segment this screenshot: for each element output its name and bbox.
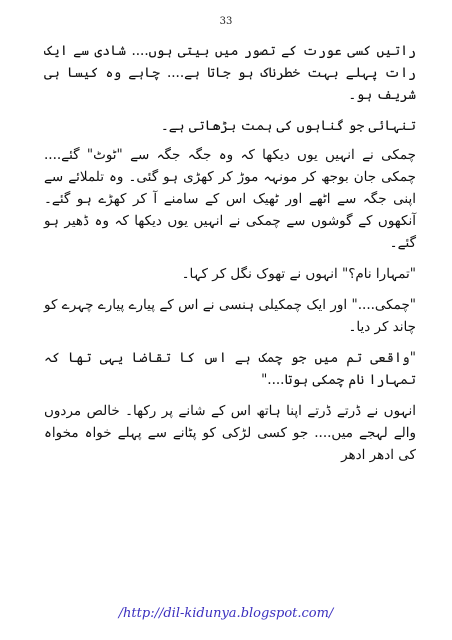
paragraph: راتیں کسی عورت کے تصور میں بیتی ہوں.... شادی سے ایک رات پہلے بہت خطرناک ہو جاتا ہے.... چاہے وہ کیسا ہی شریف ہو۔ [44,43,416,103]
paragraph: "چمکی...." اور ایک چمکیلی ہنسی نے اس کے پیارے پیارے چہرے کو چاند کر دیا۔ [44,297,416,335]
paragraph: چمکی نے انہیں یوں دیکھا کہ وہ جگہ جگہ سے "ٹوٹ" گئے.... چمکی جان بوجھ کر مونہہ موڑ کر کھڑی ہو گئی۔ وہ تلملائے سے اپنی جگہ سے اٹھے اور ٹھیک اس کے سامنے آ کر کھڑے ہو گئے۔ آنکھوں کے گوشوں سے چمکی نے انہیں یوں دیکھا کہ وہ ڈھیر ہو گئے۔ [44,147,416,251]
paragraph: "واقعی تم میں جو چمک ہے اس کا تقاضا یہی تھا کہ تمہارا نام چمکی ہوتا...." [44,350,416,388]
page-number: 33 [219,16,233,27]
body-text [44,40,416,475]
paragraph: تنہائی جو گناہوں کی ہمت بڑھاتی ہے۔ [160,118,416,134]
paragraph: "تمہارا نام؟" انہوں نے تھوک نگل کر کہا۔ [181,266,416,282]
paragraph: انہوں نے ڈرتے ڈرتے اپنا ہاتھ اس کے شانے پر رکھا۔ خالص مردوں والے لہجے میں.... جو کسی لڑکی کو پٹانے سے پہلے خواہ مخواہ کی ادھر ادھر [44,403,416,463]
footer-watermark-link[interactable]: /http://dil-kidunya.blogspot.com/ [118,606,334,621]
